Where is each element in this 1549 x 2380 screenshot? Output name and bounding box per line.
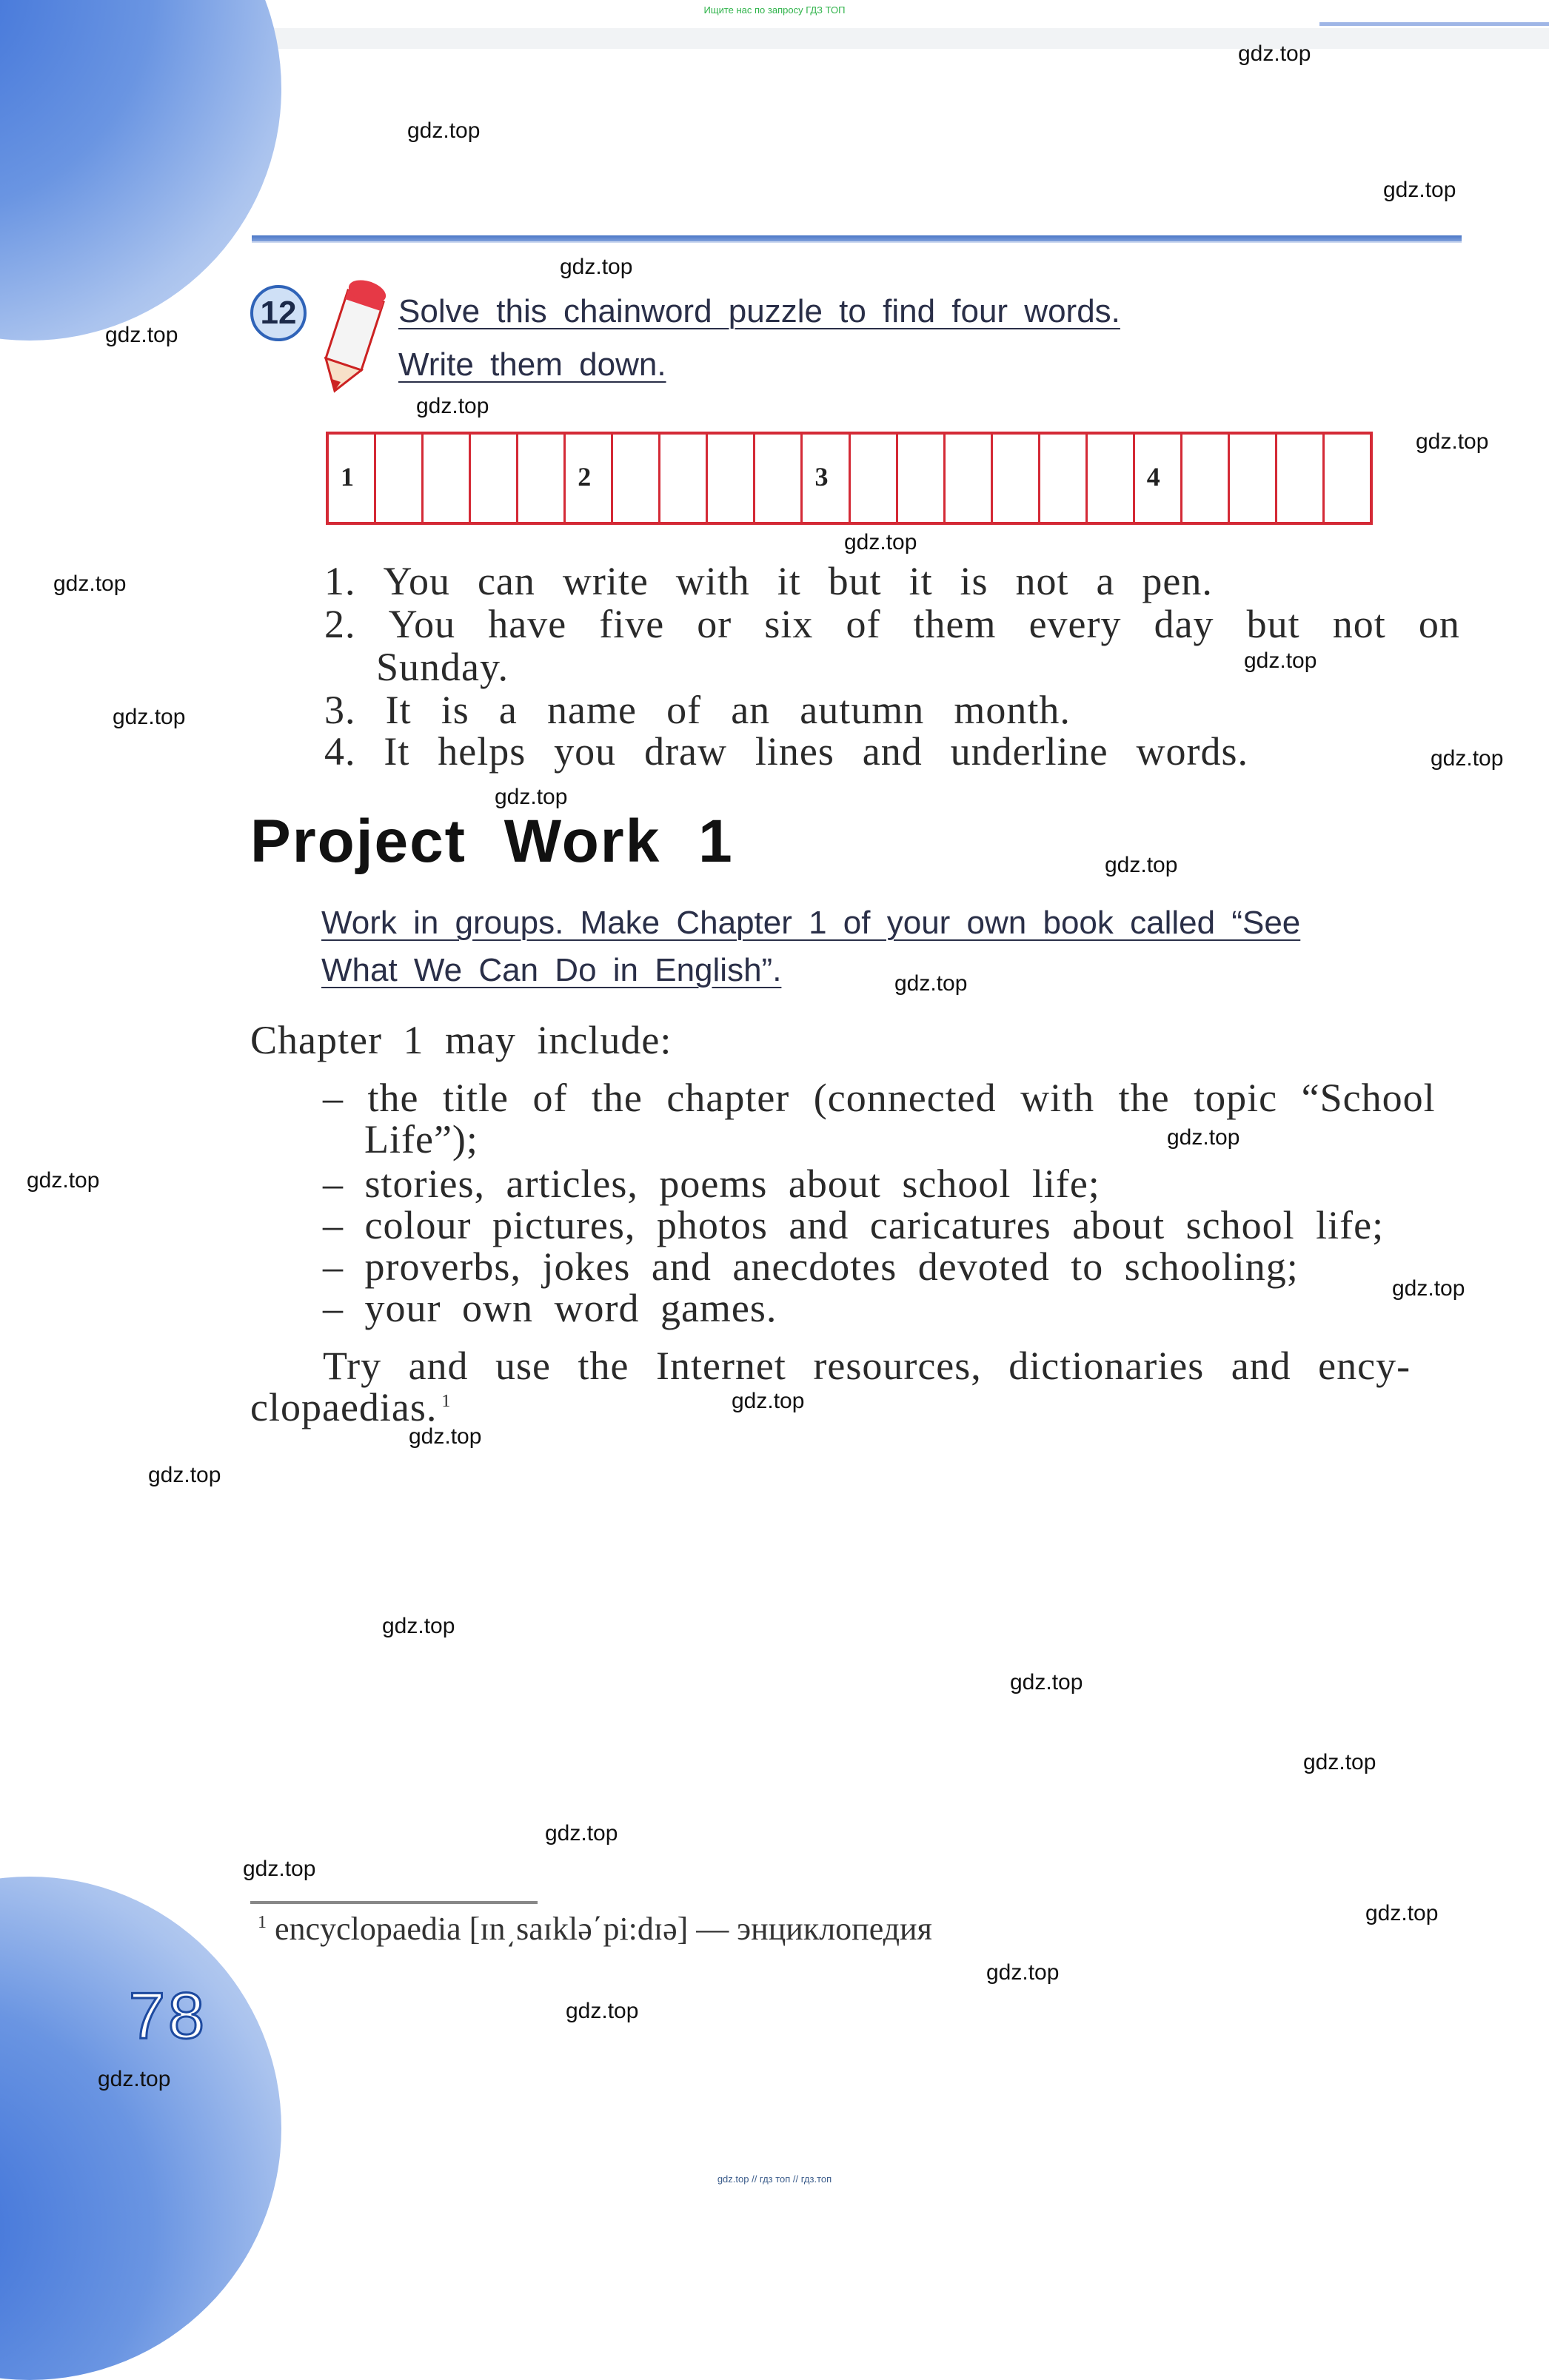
watermark: gdz.top <box>105 323 178 347</box>
watermark: gdz.top <box>1431 746 1504 771</box>
list-item-continued: Life”); <box>364 1117 478 1161</box>
grid-cell: 2 <box>566 435 613 522</box>
grid-cell <box>613 435 660 522</box>
watermark: gdz.top <box>148 1463 221 1487</box>
watermark: gdz.top <box>1244 648 1317 673</box>
watermark: gdz.top <box>243 1857 316 1881</box>
watermark: gdz.top <box>566 1999 639 2023</box>
watermark: gdz.top <box>98 2067 171 2091</box>
clue-2: 2. You have five or six of them every day but not on <box>324 602 1460 646</box>
watermark: gdz.top <box>1010 1670 1083 1695</box>
watermark: gdz.top <box>416 394 489 418</box>
watermark: gdz.top <box>1167 1125 1240 1150</box>
grid-cell <box>518 435 566 522</box>
grid-cell <box>424 435 471 522</box>
footnote-rule <box>250 1901 538 1904</box>
watermark: gdz.top <box>1392 1276 1465 1301</box>
watermark: gdz.top <box>27 1168 100 1193</box>
project-task-line1: Work in groups. Make Chapter 1 of your own book called “See <box>321 905 1301 941</box>
watermark: gdz.top <box>545 1821 618 1846</box>
grid-cell <box>1325 435 1370 522</box>
grid-cell <box>851 435 898 522</box>
grid-cell: 3 <box>803 435 850 522</box>
grid-cell <box>1040 435 1088 522</box>
project-task-line2: What We Can Do in English”. <box>321 952 782 988</box>
grid-cell <box>708 435 755 522</box>
grid-cell: 1 <box>329 435 376 522</box>
grid-cell <box>1230 435 1277 522</box>
grid-cell <box>376 435 424 522</box>
watermark: gdz.top <box>1105 853 1178 877</box>
grid-cell <box>993 435 1040 522</box>
watermark: gdz.top <box>407 118 481 143</box>
clue-2-continued: Sunday. <box>376 645 509 689</box>
list-item: – your own word games. <box>323 1286 777 1330</box>
watermark: gdz.top <box>560 255 633 279</box>
grid-cell <box>1182 435 1230 522</box>
grid-cell <box>946 435 993 522</box>
watermark: gdz.top <box>1383 178 1456 202</box>
watermark: gdz.top <box>382 1614 455 1638</box>
watermark: gdz.top <box>894 971 968 996</box>
clue-3: 3. It is a name of an autumn month. <box>324 688 1071 732</box>
page-number: 78 <box>129 1979 207 2052</box>
closing-line1: Try and use the Internet resources, dictionaries and ency- <box>323 1344 1411 1388</box>
watermark: gdz.top <box>732 1389 805 1413</box>
chainword-grid <box>326 432 1373 525</box>
closing-line2: clopaedias. $^1$ <box>250 1385 452 1429</box>
watermark: gdz.top <box>113 705 186 729</box>
footnote: $^1$ encyclopaedia [ɪn͵saɪklə΄pi:dɪə] — энциклопедия <box>258 1911 932 1947</box>
grid-cell <box>898 435 946 522</box>
grid-cell <box>755 435 803 522</box>
promo-text: Ищите нас по запросу ГДЗ ТОП <box>703 4 846 16</box>
watermark: gdz.top <box>844 530 917 554</box>
grid-cell <box>471 435 518 522</box>
clue-4: 4. It helps you draw lines and underline words. <box>324 729 1248 774</box>
section-rule <box>252 235 1462 243</box>
watermark: gdz.top <box>1303 1750 1376 1774</box>
exercise-number-badge: 12 <box>250 285 307 341</box>
chapter-intro: Chapter 1 may include: <box>250 1018 672 1062</box>
pencil-icon <box>318 275 392 394</box>
bottom-note: gdz.top // гдз топ // гдз.топ <box>717 2173 832 2185</box>
decor-circle-bottom-left <box>0 1877 281 2380</box>
watermark: gdz.top <box>1365 1901 1439 1925</box>
grid-cell: 4 <box>1135 435 1182 522</box>
grid-cell <box>1277 435 1325 522</box>
list-item: – proverbs, jokes and anecdotes devoted to schooling; <box>323 1244 1299 1289</box>
project-title: Project Work 1 <box>250 808 734 875</box>
watermark: gdz.top <box>53 571 127 596</box>
decor-circle-top-left <box>0 0 281 341</box>
exercise-instruction-line2: Write them down. <box>398 346 666 383</box>
grid-cell <box>1088 435 1135 522</box>
watermark: gdz.top <box>409 1424 482 1449</box>
watermark: gdz.top <box>495 785 568 809</box>
top-accent-line <box>1319 22 1549 26</box>
list-item: – the title of the chapter (connected with the topic “School <box>323 1076 1436 1120</box>
clue-1: 1. You can write with it but it is not a pen. <box>324 559 1213 603</box>
watermark: gdz.top <box>1238 41 1311 66</box>
watermark: gdz.top <box>1416 429 1489 454</box>
footnote-ref: 1 <box>441 1392 452 1411</box>
exercise-instruction-line1: Solve this chainword puzzle to find four words. <box>398 293 1120 329</box>
list-item: – colour pictures, photos and caricatures about school life; <box>323 1203 1385 1247</box>
watermark: gdz.top <box>986 1960 1060 1985</box>
grid-cell <box>660 435 708 522</box>
list-item: – stories, articles, poems about school life; <box>323 1161 1100 1206</box>
